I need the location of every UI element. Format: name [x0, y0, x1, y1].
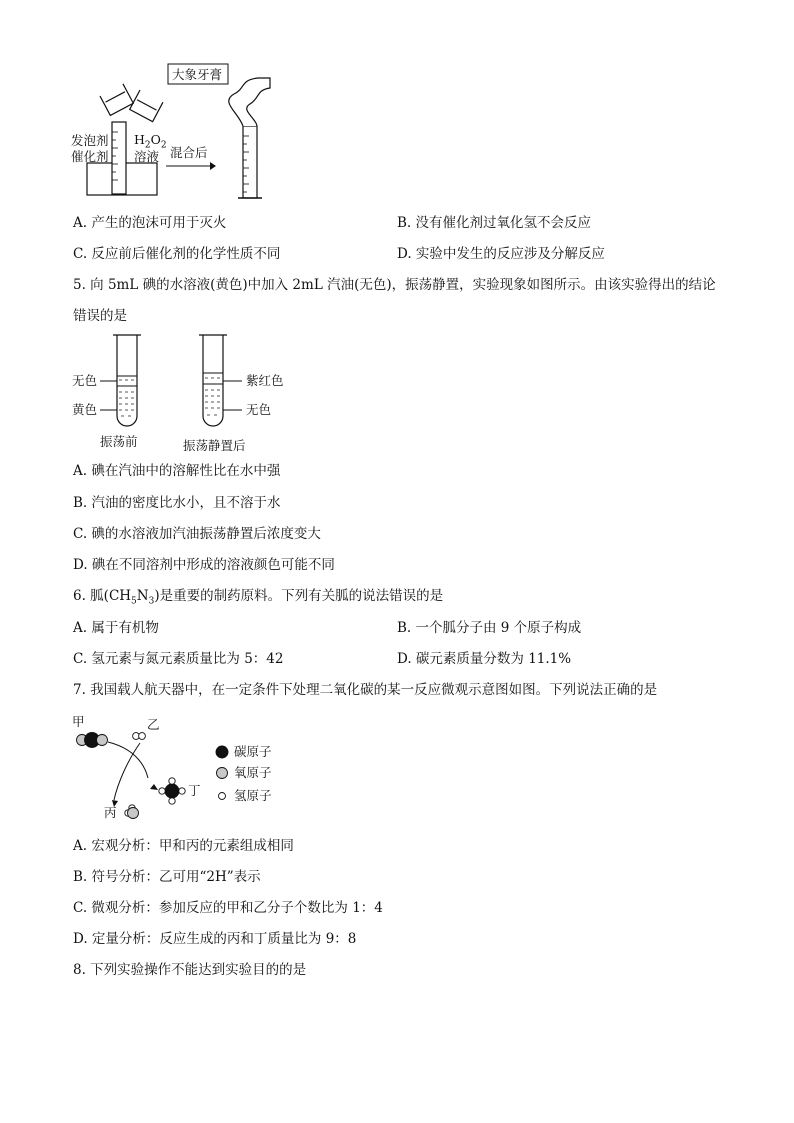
jia-label: 甲 — [72, 714, 85, 729]
right-tube-top-label: 紫红色 — [246, 373, 284, 388]
legend-carbon: 碳原子 — [234, 744, 272, 759]
q7-stem: 7. 我国载人航天器中，在一定条件下处理二氧化碳的某一反应微观示意图如图。下列说法正确的是 — [73, 682, 658, 698]
q4-option-c[interactable]: C. 反应前后催化剂的化学性质不同 — [73, 246, 281, 262]
left-tube-top-label: 无色 — [72, 373, 98, 388]
q5-figure — [70, 330, 300, 458]
q6-option-d[interactable]: D. 碳元素质量分数为 11.1% — [397, 651, 572, 667]
q5-option-c[interactable]: C. 碘的水溶液加汽油振荡静置后浓度变大 — [73, 526, 321, 542]
h2o2-solution-label: 溶液 — [134, 149, 160, 164]
left-tube-bottom-label: 黄色 — [72, 402, 98, 417]
ding-label: 丁 — [188, 783, 201, 798]
q6-option-b[interactable]: B. 一个胍分子由 9 个原子构成 — [397, 620, 582, 636]
q4-option-d[interactable]: D. 实验中发生的反应涉及分解反应 — [397, 246, 605, 262]
mix-label: 混合后 — [170, 145, 208, 160]
right-tube-bottom-label: 无色 — [246, 402, 272, 417]
catalyst-label-line2: 催化剂 — [71, 149, 109, 164]
q5-option-b[interactable]: B. 汽油的密度比水小，且不溶于水 — [73, 495, 281, 511]
legend-hydrogen: 氢原子 — [234, 788, 272, 803]
left-tube-caption: 振荡前 — [100, 434, 138, 449]
q7-option-b[interactable]: B. 符号分析：乙可用“2H”表示 — [73, 869, 261, 885]
q7-option-a[interactable]: A. 宏观分析：甲和丙的元素组成相同 — [73, 838, 294, 854]
q6-stem: 6. 胍$(CH_5N_3)$是重要的制药原料。下列有关胍的说法错误的是 — [73, 588, 444, 607]
q5-option-d[interactable]: D. 碘在不同溶剂中形成的溶液颜色可能不同 — [73, 557, 335, 573]
q7-option-c[interactable]: C. 微观分析：参加反应的甲和乙分子个数比为 1：4 — [73, 900, 383, 916]
q5-stem-line2: 错误的是 — [73, 308, 127, 324]
q4-figure — [70, 60, 280, 205]
q7-figure — [70, 712, 290, 824]
q6-option-a[interactable]: A. 属于有机物 — [73, 620, 159, 636]
q7-option-d[interactable]: D. 定量分析：反应生成的丙和丁质量比为 9：8 — [73, 931, 357, 947]
q6-option-c[interactable]: C. 氢元素与氮元素质量比为 5：42 — [73, 651, 284, 667]
catalyst-label-line1: 发泡剂 — [71, 133, 109, 148]
q5-option-a[interactable]: A. 碘在汽油中的溶解性比在水中强 — [73, 463, 281, 479]
h2o2-label: $H_2O_2$ — [134, 132, 167, 151]
bing-label: 丙 — [104, 805, 117, 820]
q4-option-a[interactable]: A. 产生的泡沫可用于灭火 — [73, 215, 227, 231]
q4-option-b[interactable]: B. 没有催化剂过氧化氢不会反应 — [397, 215, 592, 231]
yi-label: 乙 — [147, 717, 160, 732]
legend-oxygen: 氧原子 — [234, 765, 272, 780]
toothpaste-label: 大象牙膏 — [172, 67, 223, 82]
right-tube-caption: 振荡静置后 — [183, 438, 246, 453]
q8-stem: 8. 下列实验操作不能达到实验目的的是 — [73, 962, 307, 978]
q5-stem-line1: 5. 向 5mL 碘的水溶液(黄色)中加入 2mL 汽油(无色)，振荡静置，实验现象如图所示。由该实验得出的结论 — [73, 277, 716, 293]
